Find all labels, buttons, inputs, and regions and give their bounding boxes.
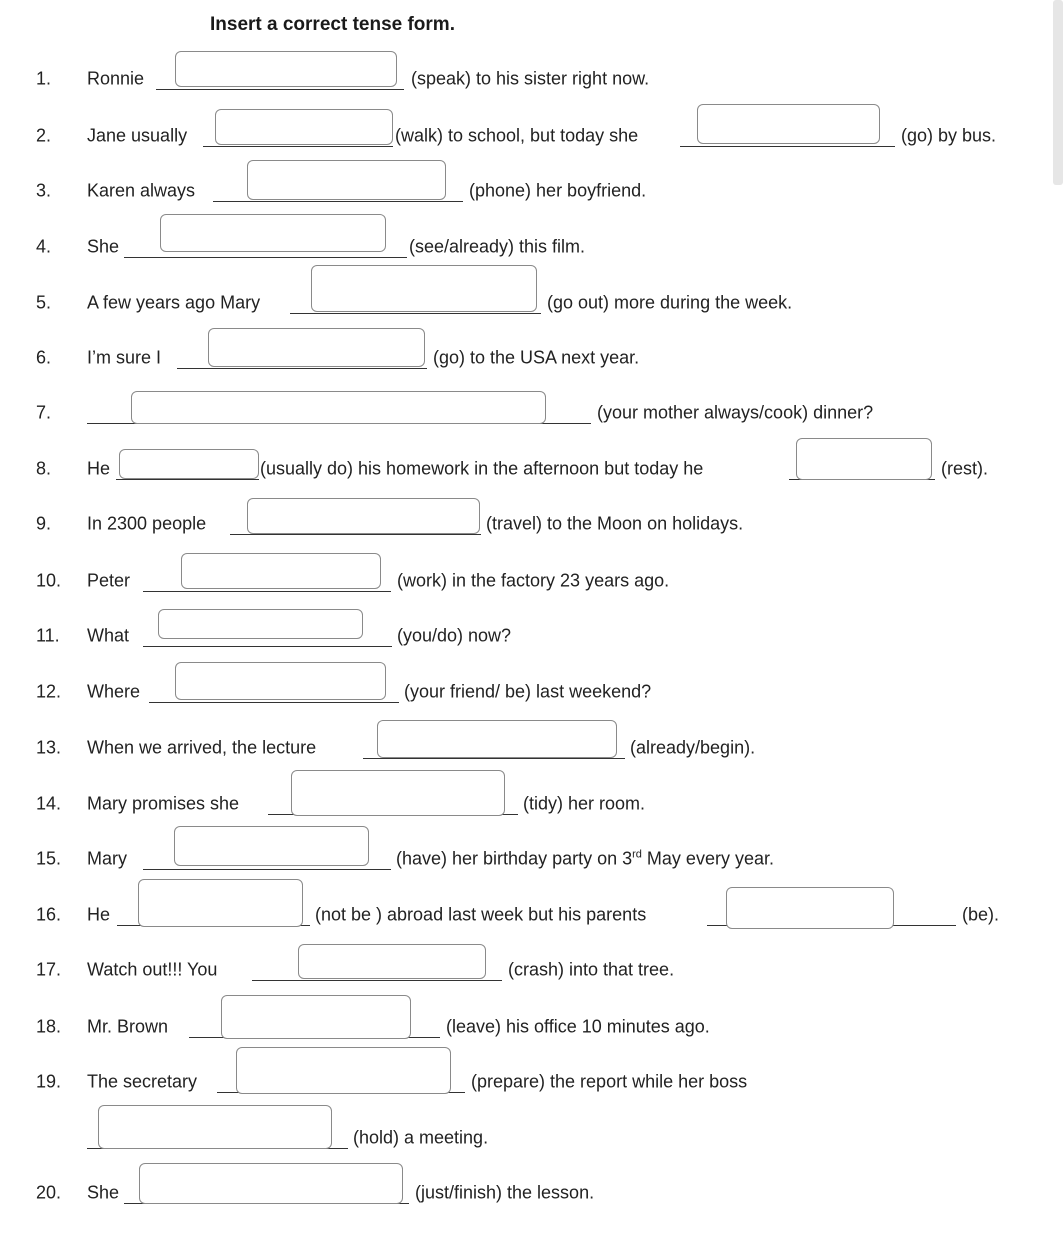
blank-line bbox=[680, 146, 895, 147]
item-text: (go) by bus. bbox=[901, 125, 997, 146]
item-text: In 2300 people bbox=[87, 513, 207, 534]
item-number: 20. bbox=[36, 1182, 62, 1203]
blank-line bbox=[203, 146, 393, 147]
answer-box-10[interactable] bbox=[181, 553, 381, 589]
item-text: (be). bbox=[962, 904, 1000, 925]
answer-box-2b[interactable] bbox=[697, 104, 880, 144]
blank-line bbox=[213, 201, 463, 202]
blank-line bbox=[143, 591, 391, 592]
answer-box-19a[interactable] bbox=[236, 1047, 451, 1094]
item-text: Where bbox=[87, 681, 141, 702]
answer-box-2a[interactable] bbox=[215, 109, 393, 145]
answer-box-7[interactable] bbox=[131, 391, 546, 424]
answer-box-16b[interactable] bbox=[726, 887, 894, 929]
answer-box-11[interactable] bbox=[158, 609, 363, 639]
answer-box-3[interactable] bbox=[247, 160, 446, 200]
blank-line bbox=[177, 368, 427, 369]
item-text: (your friend/ be) last weekend? bbox=[404, 681, 652, 702]
item-text: (crash) into that tree. bbox=[508, 959, 675, 980]
blank-line bbox=[149, 702, 399, 703]
scrollbar[interactable] bbox=[1053, 0, 1063, 185]
answer-box-19b[interactable] bbox=[98, 1105, 332, 1149]
blank-line bbox=[290, 313, 541, 314]
item-number: 2. bbox=[36, 125, 52, 146]
item-text: When we arrived, the lecture bbox=[87, 737, 317, 758]
answer-box-15[interactable] bbox=[174, 826, 369, 866]
blank-line bbox=[143, 646, 392, 647]
item-text: Ronnie bbox=[87, 68, 145, 89]
item-text: She bbox=[87, 1182, 120, 1203]
item-number: 14. bbox=[36, 793, 62, 814]
item-text: (go out) more during the week. bbox=[547, 292, 793, 313]
answer-box-12[interactable] bbox=[175, 662, 386, 700]
item-text: Mary promises she bbox=[87, 793, 240, 814]
answer-box-1[interactable] bbox=[175, 51, 397, 87]
item-number: 13. bbox=[36, 737, 62, 758]
answer-box-8b[interactable] bbox=[796, 438, 932, 480]
item-number: 1. bbox=[36, 68, 52, 89]
item-number: 15. bbox=[36, 848, 62, 869]
item-text: (just/finish) the lesson. bbox=[415, 1182, 595, 1203]
answer-box-4[interactable] bbox=[160, 214, 386, 252]
item-text: (leave) his office 10 minutes ago. bbox=[446, 1016, 710, 1037]
item-number: 16. bbox=[36, 904, 62, 925]
blank-line bbox=[156, 89, 404, 90]
item-text: Mary bbox=[87, 848, 127, 869]
item-number: 5. bbox=[36, 292, 52, 313]
item-text: He bbox=[87, 458, 111, 479]
item-text: (tidy) her room. bbox=[523, 793, 646, 814]
blank-line bbox=[124, 257, 407, 258]
blank-line bbox=[143, 869, 391, 870]
item-text: (rest). bbox=[941, 458, 988, 479]
answer-box-16a[interactable] bbox=[138, 879, 303, 927]
item-number: 6. bbox=[36, 347, 52, 368]
item-number: 4. bbox=[36, 236, 52, 257]
answer-box-13[interactable] bbox=[377, 720, 617, 758]
blank-line bbox=[363, 758, 625, 759]
answer-box-18[interactable] bbox=[221, 995, 411, 1039]
item-text: Jane usually bbox=[87, 125, 188, 146]
answer-box-5[interactable] bbox=[311, 265, 537, 312]
item-text: A few years ago Mary bbox=[87, 292, 261, 313]
item-text: (hold) a meeting. bbox=[353, 1127, 489, 1148]
item-number: 12. bbox=[36, 681, 62, 702]
item-text: Watch out!!! You bbox=[87, 959, 218, 980]
item-text: (work) in the factory 23 years ago. bbox=[397, 570, 670, 591]
item-text: (your mother always/cook) dinner? bbox=[597, 402, 874, 423]
item-text: (go) to the USA next year. bbox=[433, 347, 640, 368]
item-number: 3. bbox=[36, 180, 52, 201]
item-text: (you/do) now? bbox=[397, 625, 512, 646]
item-text: (walk) to school, but today she bbox=[395, 125, 639, 146]
item-text: What bbox=[87, 625, 130, 646]
item-text: (speak) to his sister right now. bbox=[411, 68, 650, 89]
item-text: (phone) her boyfriend. bbox=[469, 180, 647, 201]
answer-box-9[interactable] bbox=[247, 498, 480, 534]
item-text: (travel) to the Moon on holidays. bbox=[486, 513, 744, 534]
item-text: He bbox=[87, 904, 111, 925]
item-text: Mr. Brown bbox=[87, 1016, 169, 1037]
item-text: (usually do) his homework in the afternoon but today he bbox=[260, 458, 704, 479]
item-text: I’m sure I bbox=[87, 347, 162, 368]
answer-box-20[interactable] bbox=[139, 1163, 403, 1204]
item-number: 9. bbox=[36, 513, 52, 534]
worksheet-title: Insert a correct tense form. bbox=[210, 14, 455, 35]
item-text: Karen always bbox=[87, 180, 196, 201]
item-number: 11. bbox=[36, 625, 60, 646]
answer-box-17[interactable] bbox=[298, 944, 486, 979]
item-text: (not be ) abroad last week but his parents bbox=[315, 904, 647, 925]
item-text: She bbox=[87, 236, 120, 257]
item-number: 17. bbox=[36, 959, 62, 980]
item-number: 19. bbox=[36, 1071, 62, 1092]
answer-box-8a[interactable] bbox=[119, 449, 259, 479]
item-number: 18. bbox=[36, 1016, 62, 1037]
blank-line bbox=[252, 980, 502, 981]
blank-line bbox=[230, 534, 481, 535]
item-text: Peter bbox=[87, 570, 131, 591]
item-number: 8. bbox=[36, 458, 52, 479]
item-text: The secretary bbox=[87, 1071, 198, 1092]
item-number: 7. bbox=[36, 402, 52, 423]
answer-box-6[interactable] bbox=[208, 328, 425, 367]
item-number: 10. bbox=[36, 570, 62, 591]
item-text: (prepare) the report while her boss bbox=[471, 1071, 748, 1092]
blank-line bbox=[116, 479, 259, 480]
item-text: (have) her birthday party on 3rd May every year. bbox=[396, 848, 774, 869]
item-text: (see/already) this film. bbox=[409, 236, 586, 257]
item-text: (already/begin). bbox=[630, 737, 756, 758]
answer-box-14[interactable] bbox=[291, 770, 505, 816]
